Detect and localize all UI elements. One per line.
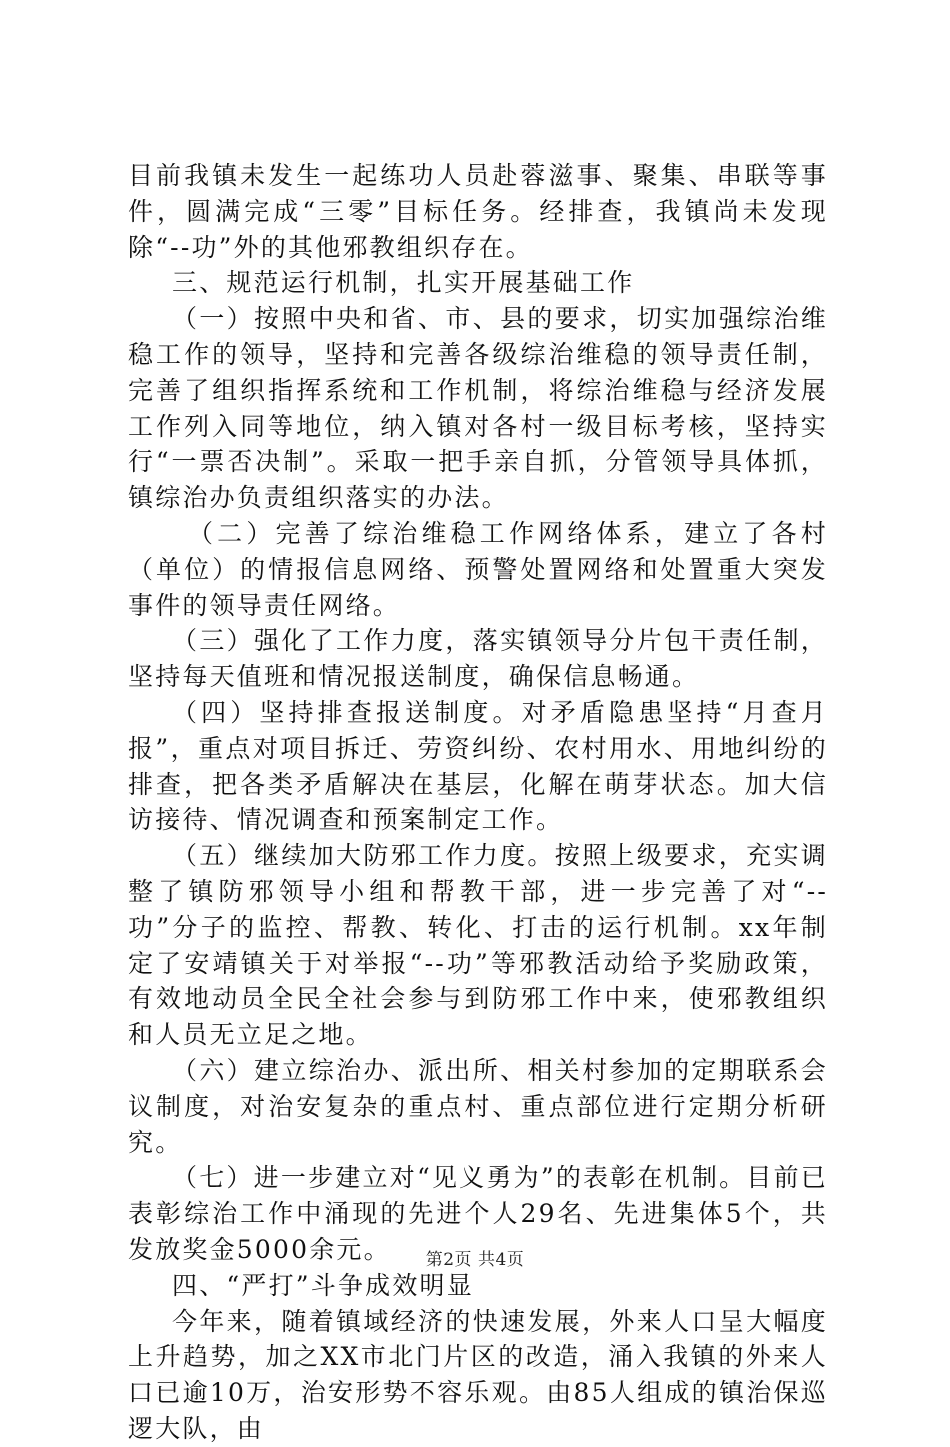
paragraph-item-5: （五）继续加大防邪工作力度。按照上级要求，充实调整了镇防邪领导小组和帮教干部，进一步完善了对“--功”分子的监控、帮教、转化、打击的运行机制。xx年制定了安靖镇关于对举报“--功”等邪教活动给予奖励政策，有效地动员全民全社会参与到防邪工作中来，使邪教组织和人员无立足之地。 [128, 841, 828, 1050]
paragraph-item-4: （四）坚持排查报送制度。对矛盾隐患坚持“月查月报”，重点对项目拆迁、劳资纠纷、农村用水、用地纠纷的排查，把各类矛盾解决在基层，化解在萌芽状态。加大信访接待、情况调查和预案制定工作。 [128, 697, 828, 835]
paragraph-item-1: （一）按照中央和省、市、县的要求，切实加强综治维稳工作的领导，坚持和完善各级综治维稳的领导责任制，完善了组织指挥系统和工作机制，将综治维稳与经济发展工作列入同等地位，纳入镇对各村一级目标考核，坚持实行“一票否决制”。采取一把手亲自抓，分管领导具体抓，镇综治办负责组织落实的办法。 [128, 304, 828, 513]
section-heading-3: 三、规范运行机制，扎实开展基础工作 [172, 268, 635, 298]
paragraph-item-2: （二）完善了综治维稳工作网络体系，建立了各村（单位）的情报信息网络、预警处置网络和处置重大突发事件的领导责任网络。 [128, 518, 828, 620]
paragraph-item-3: （三）强化了工作力度，落实镇领导分片包干责任制，坚持每天值班和情况报送制度，确保信息畅通。 [128, 626, 828, 692]
paragraph-item-7: （七）进一步建立对“见义勇为”的表彰在机制。目前已表彰综治工作中涌现的先进个人29名、先进集体5个，共发放奖金5000余元。 [128, 1163, 828, 1264]
page-footer: 第2页 共4页 [425, 1250, 525, 1270]
paragraph-item-6: （六）建立综治办、派出所、相关村参加的定期联系会议制度，对治安复杂的重点村、重点部位进行定期分析研究。 [128, 1055, 828, 1157]
paragraph-continuation: 目前我镇未发生一起练功人员赴蓉滋事、聚集、串联等事件，圆满完成“三零”目标任务。经排查，我镇尚未发现除“--功”外的其他邪教组织存在。 [128, 161, 828, 262]
paragraph-section-4-body: 今年来，随着镇域经济的快速发展，外来人口呈大幅度上升趋势，加之XX市北门片区的改造，涌入我镇的外来人口已逾10万，治安形势不容乐观。由85人组成的镇治保巡逻大队，由 [128, 1306, 828, 1443]
section-heading-4: 四、“严打”斗争成效明显 [172, 1270, 474, 1300]
